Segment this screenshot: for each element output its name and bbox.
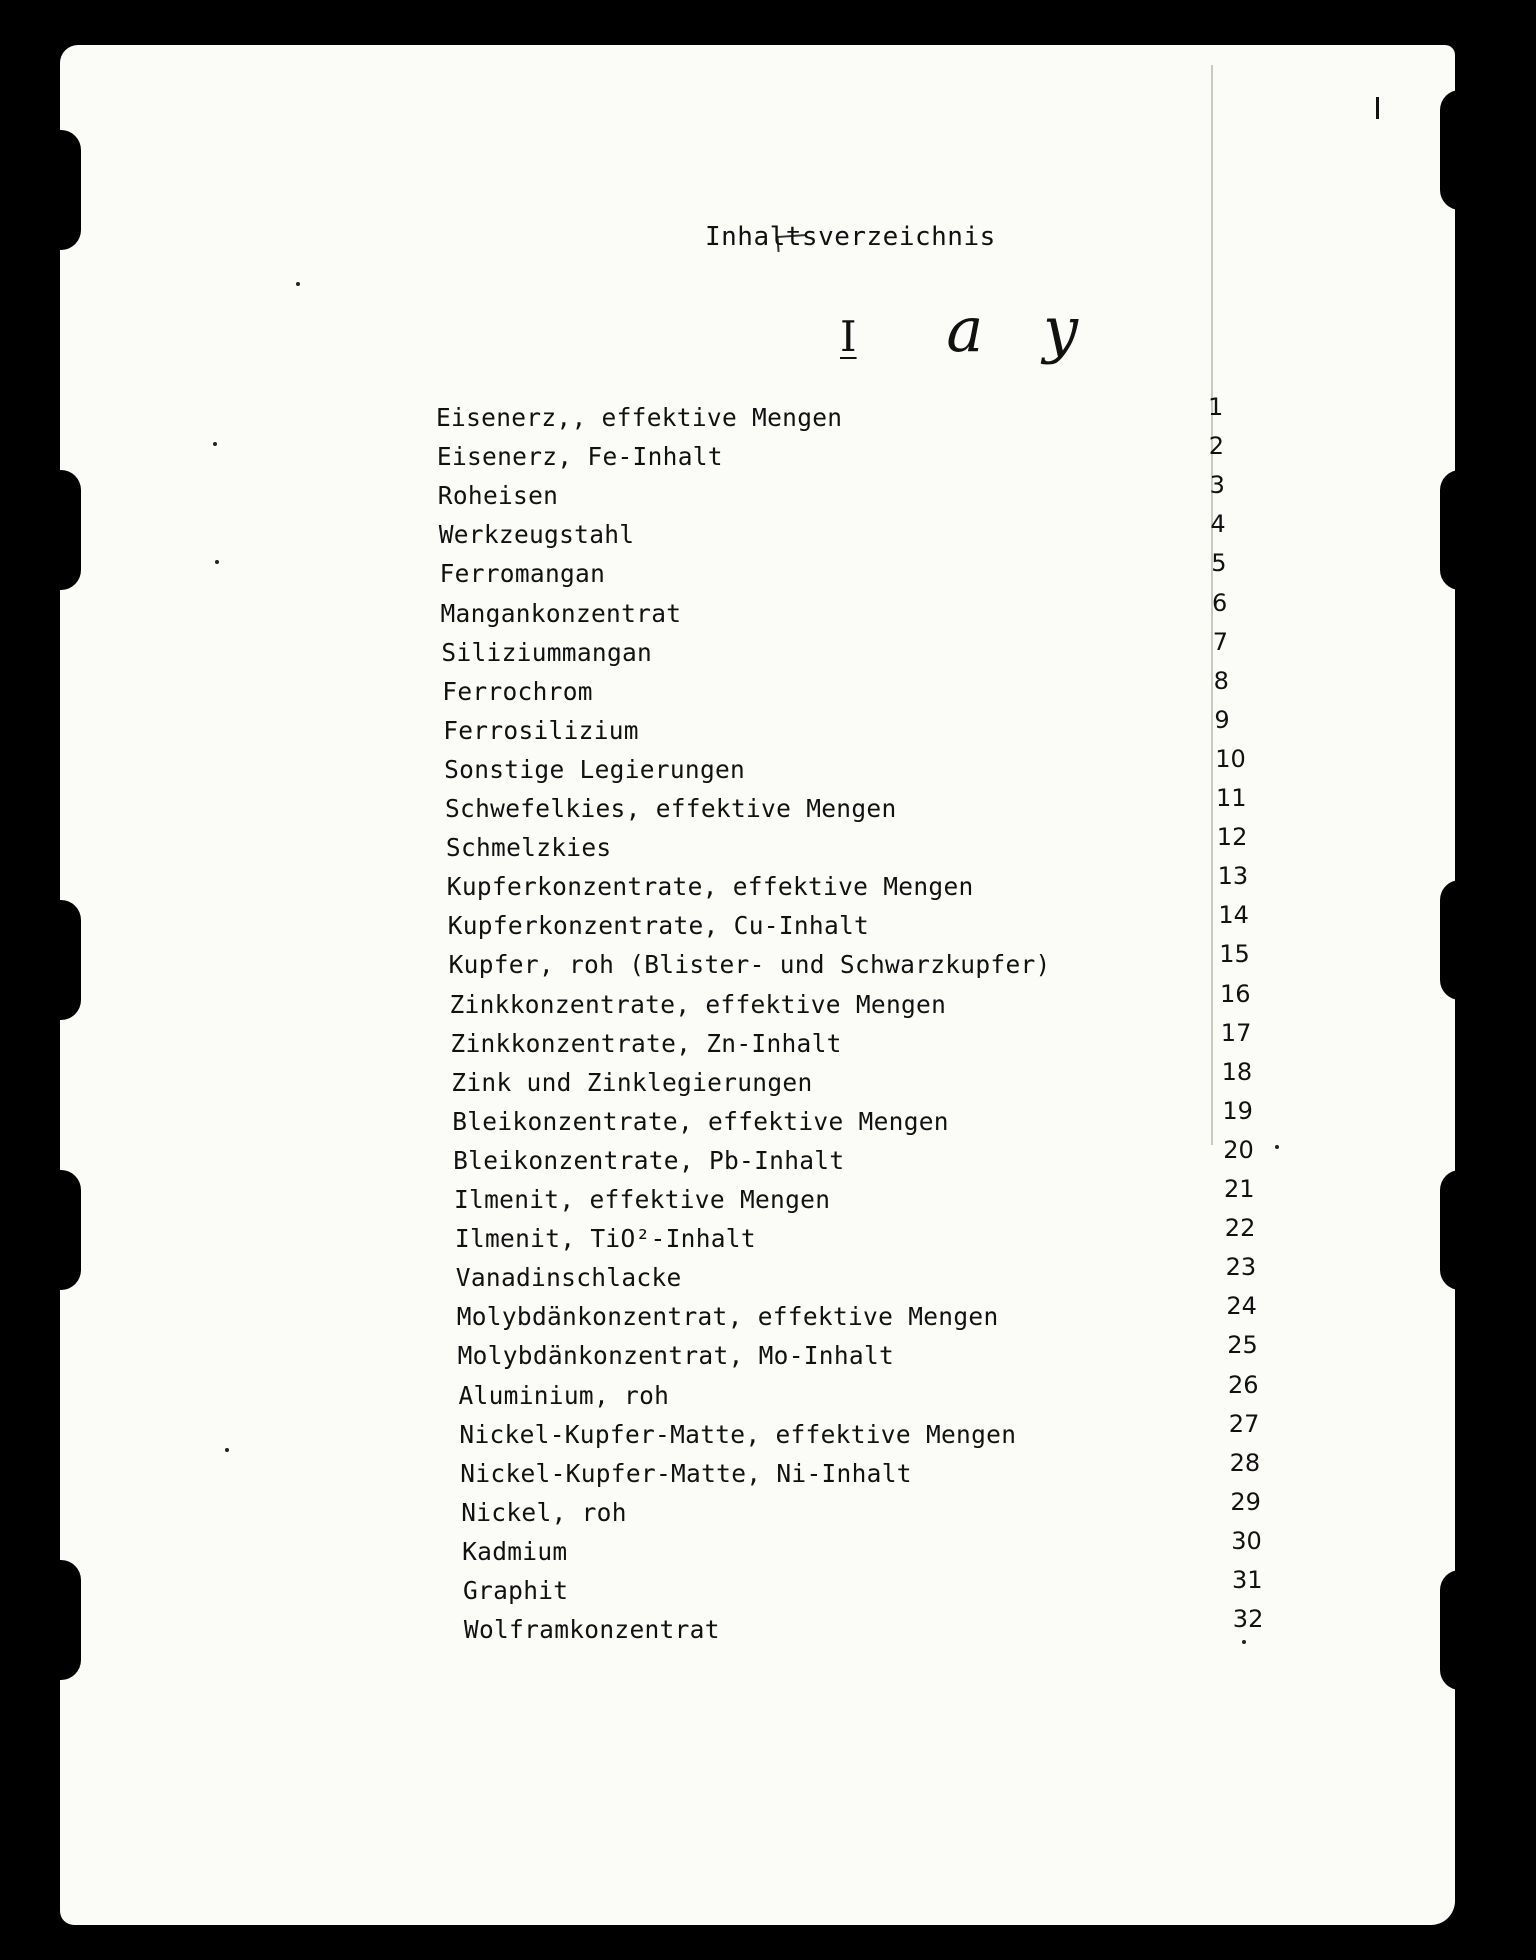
- toc-entry-label: Schwefelkies, effektive Mengen: [445, 794, 897, 823]
- handwritten-roman: I: [840, 312, 857, 361]
- toc-entry-page-number: 28: [1229, 1448, 1261, 1477]
- toc-entry-page-number: 22: [1224, 1214, 1256, 1243]
- toc-entry-page-number: 11: [1216, 784, 1247, 812]
- perforation: [35, 470, 81, 590]
- toc-entry-page-number: 27: [1228, 1409, 1260, 1438]
- toc-entry-label: Wolframkonzentrat: [463, 1615, 720, 1645]
- toc-entry-label: Nickel-Kupfer-Matte, effektive Mengen: [459, 1419, 1017, 1449]
- toc-entry-label: Eisenerz,, effektive Mengen: [436, 403, 843, 432]
- toc-entry-page-number: 31: [1232, 1566, 1263, 1594]
- speck: [1242, 1640, 1246, 1644]
- toc-entry-label: Roheisen: [437, 481, 559, 511]
- toc-entry-page-number: 20: [1223, 1135, 1254, 1164]
- toc-entry-page-number: 19: [1222, 1096, 1253, 1125]
- toc-entry-page-number: 7: [1212, 627, 1229, 656]
- toc-entry-page-number: 32: [1232, 1605, 1264, 1634]
- toc-entry-page-number: 5: [1211, 549, 1227, 578]
- speck: [1275, 1145, 1279, 1149]
- toc-entry-page-number: 1: [1208, 393, 1224, 421]
- toc-entry-page-number: 24: [1226, 1292, 1257, 1321]
- toc-entry-page-number: 10: [1215, 744, 1246, 773]
- perforation: [1440, 1570, 1486, 1690]
- toc-entry-label: Vanadinschlacke: [455, 1263, 682, 1293]
- toc-entry-label: Kadmium: [462, 1536, 568, 1566]
- toc-entry-label: Molybdänkonzentrat, effektive Mengen: [456, 1302, 999, 1332]
- toc-entry-label: Bleikonzentrate, Pb-Inhalt: [453, 1145, 845, 1175]
- corner-mark: [1376, 97, 1379, 119]
- toc-entry-page-number: 3: [1209, 471, 1225, 500]
- toc-entry-label: Nickel-Kupfer-Matte, Ni-Inhalt: [460, 1458, 912, 1488]
- perforation: [1440, 1170, 1486, 1290]
- toc-entry-page-number: 4: [1210, 510, 1226, 539]
- toc-entry-label: Kupferkonzentrate, effektive Mengen: [446, 872, 974, 902]
- toc-entry-page-number: 8: [1213, 666, 1229, 695]
- perforation: [35, 1560, 81, 1680]
- toc-entry-label: Kupferkonzentrate, Cu-Inhalt: [447, 911, 870, 941]
- toc-entry-label: Ilmenit, effektive Mengen: [454, 1185, 831, 1214]
- perforation: [1440, 90, 1486, 210]
- toc-entry-label: Ferromangan: [439, 559, 606, 589]
- toc-entry-page-number: 26: [1228, 1370, 1259, 1399]
- speck: [215, 560, 219, 564]
- toc-entry-page-number: 16: [1220, 979, 1251, 1008]
- toc-entry-label: Ilmenit, TiO²-Inhalt: [454, 1224, 756, 1254]
- toc-entry-label: Zink und Zinklegierungen: [451, 1067, 813, 1097]
- toc-entry-label: Sonstige Legierungen: [444, 754, 746, 784]
- toc-entry-page-number: 14: [1218, 901, 1249, 930]
- toc-entry-label: Ferrochrom: [442, 676, 593, 706]
- toc-entry-page-number: 15: [1219, 940, 1250, 969]
- toc-entry-page-number: 6: [1212, 588, 1228, 617]
- speck: [213, 442, 217, 446]
- toc-entry-label: Zinkkonzentrate, effektive Mengen: [449, 989, 947, 1019]
- toc-entry-page-number: 30: [1231, 1526, 1262, 1555]
- toc-entry-page-number: 18: [1221, 1057, 1253, 1086]
- perforation: [35, 900, 81, 1020]
- toc-entry-page-number: 25: [1227, 1331, 1258, 1360]
- toc-entry-label: Graphit: [463, 1576, 569, 1605]
- toc-entry-page-number: 29: [1230, 1487, 1261, 1516]
- handwritten-annotation: [840, 293, 1078, 366]
- perforation: [1440, 470, 1486, 590]
- toc-entry-page-number: 17: [1220, 1018, 1252, 1047]
- toc-entry-label: Schmelzkies: [445, 833, 612, 863]
- toc-entry-label: Mangankonzentrat: [440, 598, 682, 628]
- document-page: [60, 45, 1455, 1925]
- toc-entry-label: Siliziummangan: [441, 637, 653, 667]
- toc-entry-label: Aluminium, roh: [458, 1380, 670, 1410]
- perforation: [35, 1170, 81, 1290]
- speck: [296, 282, 300, 286]
- toc-entry-page-number: 13: [1217, 862, 1249, 891]
- toc-entry-page-number: 21: [1224, 1175, 1255, 1203]
- perforation: [1440, 880, 1486, 1000]
- speck: [225, 1448, 229, 1452]
- toc-entry-label: Werkzeugstahl: [438, 520, 635, 550]
- toc-entry-label: Nickel, roh: [461, 1497, 627, 1527]
- toc-entry-page-number: 9: [1214, 705, 1230, 734]
- handwritten-mark: y: [1043, 293, 1079, 366]
- toc-entry-label: Eisenerz, Fe-Inhalt: [436, 442, 723, 472]
- toc-entry-page-number: 2: [1208, 432, 1225, 461]
- toc-entry-label: Bleikonzentrate, effektive Mengen: [452, 1106, 949, 1136]
- perforation: [35, 130, 81, 250]
- toc-entry-label: Zinkkonzentrate, Zn-Inhalt: [450, 1028, 842, 1058]
- page-title: Inhaltsverzeichnis: [705, 222, 996, 252]
- toc-entry-page-number: 12: [1216, 823, 1248, 852]
- toc-entry-label: Ferrosilizium: [443, 715, 639, 745]
- handwritten-letter: a: [946, 293, 984, 366]
- toc-entry-page-number: 23: [1225, 1253, 1257, 1282]
- toc-entry-label: Kupfer, roh (Blister- und Schwarzkupfer): [448, 950, 1051, 980]
- toc-entry-label: Molybdänkonzentrat, Mo-Inhalt: [457, 1341, 895, 1371]
